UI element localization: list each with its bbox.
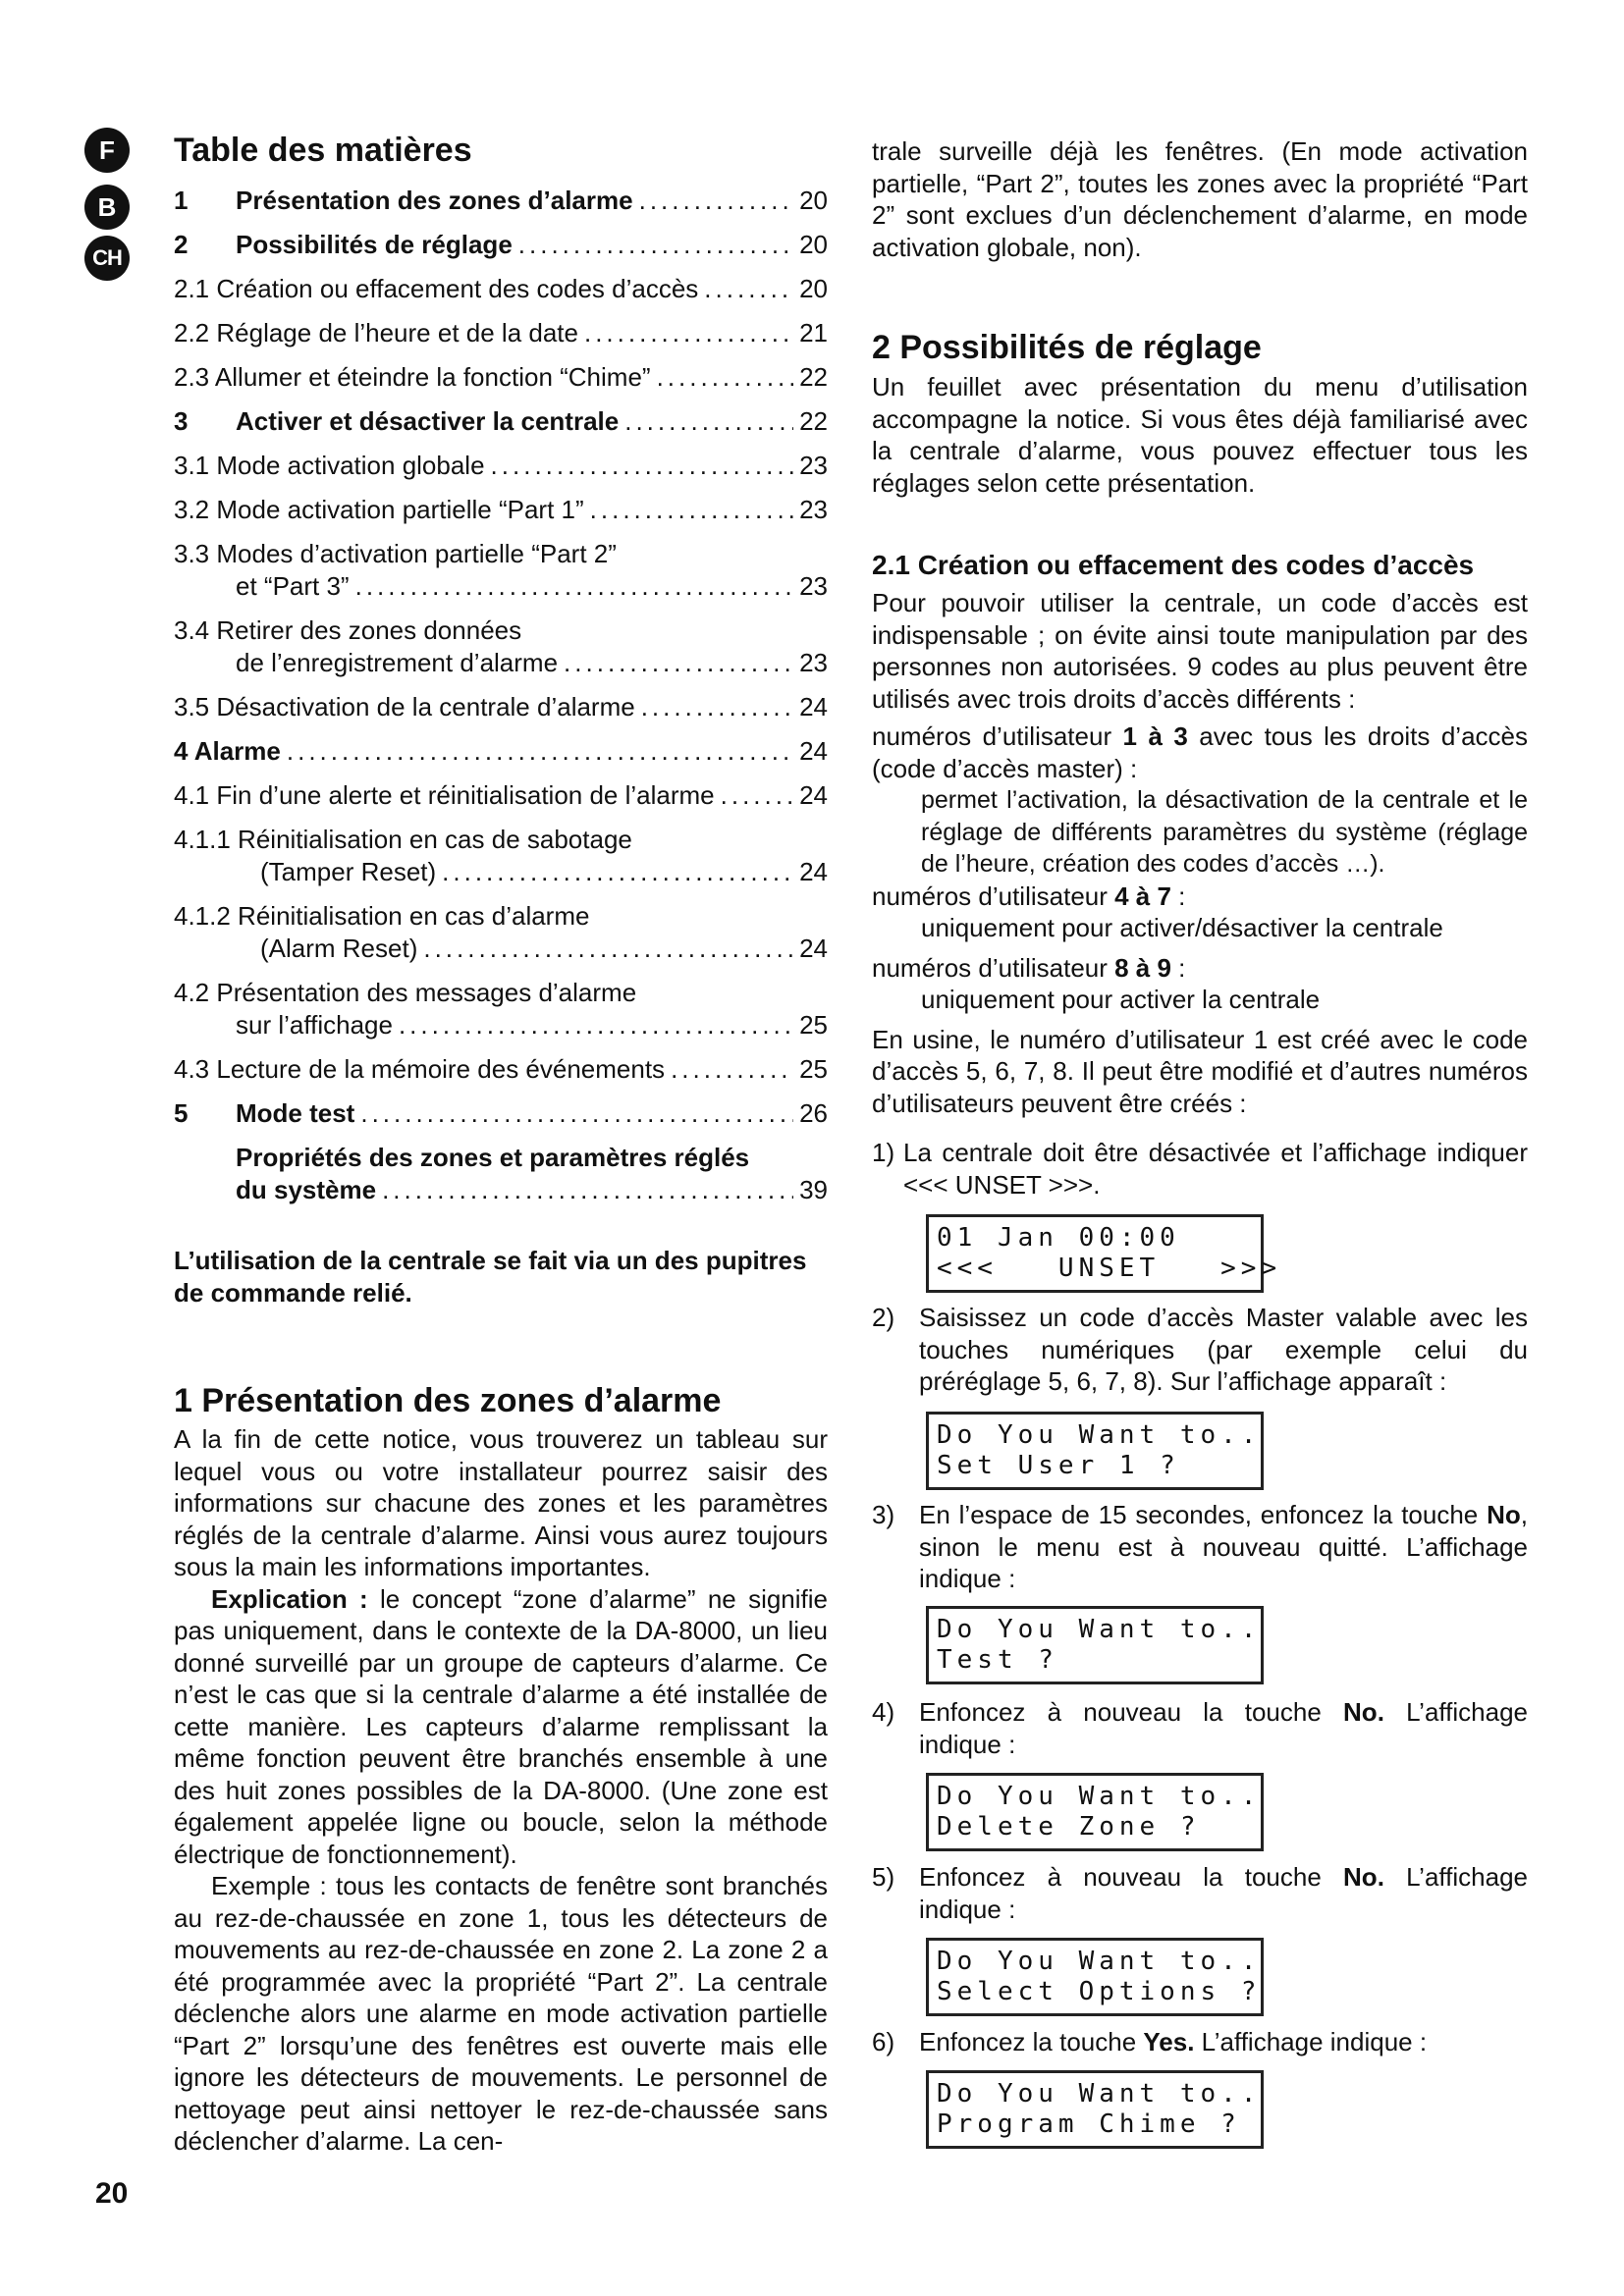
toc-entry [174,229,828,261]
toc-leader-dots [671,1053,793,1086]
step-number: 2) [872,1303,895,1332]
toc-label [236,1009,393,1041]
toc-entry [174,361,828,394]
step-key: No. [1343,1862,1384,1892]
user-group-2-suffix: : [1170,881,1186,911]
user-group-2-range: 4 à 7 [1114,881,1171,911]
user-group-3 [872,952,1528,985]
lcd-line-1: Do You Want to.. [937,1782,1262,1811]
step-6 [872,2026,1528,2058]
toc-line [174,229,828,261]
toc-label [174,273,698,305]
toc-entry [174,1097,828,1130]
toc-label [236,647,558,679]
toc-label-text: 3.1 Mode activation globale [174,451,485,480]
lcd-line-2: Select Options ? [937,1977,1262,2006]
toc-line [174,405,828,438]
toc-line [174,856,828,888]
toc-leader-dots [399,1009,793,1041]
toc-line [174,647,828,679]
toc-entry [174,494,828,526]
user-group-3-range: 8 à 9 [1114,952,1171,983]
toc-leader-dots [564,647,793,679]
toc-entry [174,273,828,305]
section-2-1-title: 2.1 Création ou effacement des codes d’accès [872,550,1475,580]
toc-label-text: sur l’affichage [236,1010,393,1040]
user-group-1-desc: permet l’activation, la désactivation de la centrale et le réglage de différents paramètres du système (réglage de l’heure, création des codes d’accès …). [921,786,1528,878]
toc-page-number: 23 [799,648,828,677]
toc-entry [174,824,828,888]
toc-number: 3 [174,406,189,436]
section-2-title: 2 Possibilités de réglage [872,329,1262,366]
step-number: 5) [872,1862,895,1892]
toc-page-number: 24 [799,857,828,886]
toc-entry-first-line: 3.4 Retirer des zones données [174,615,522,645]
user-group-2-desc: uniquement pour activer/désactiver la centrale [921,913,1443,942]
toc-label [236,1174,376,1206]
toc-entry [174,614,828,679]
toc-label [260,856,436,888]
step-number: 1) [872,1138,895,1167]
toc-leader-dots [704,273,793,305]
toc-label-text: 3.2 Mode activation partielle “Part 1” [174,495,584,524]
toc-label [174,405,619,438]
toc-label [174,494,584,526]
toc-page-number: 20 [799,230,828,259]
toc-page-number: 22 [799,362,828,392]
toc-label-text: (Tamper Reset) [260,857,437,886]
toc-label-text: 3.5 Désactivation de la centrale d’alarme [174,692,635,721]
section-2-1-factory-paragraph: En usine, le numéro d’utilisateur 1 est créé avec le code d’accès 5, 6, 7, 8. Il peut être modifié et d’autres numéros d’utilisateurs peuvent être créés : [872,1024,1528,1118]
step-text [919,1302,1528,1398]
toc-entry [174,450,828,482]
toc-leader-dots [721,779,793,812]
toc-label-text: du système [236,1175,377,1204]
lcd-display-4 [926,1773,1264,1851]
step-4 [872,1696,1528,1760]
toc-page-number: 23 [799,451,828,480]
table-of-contents [174,185,828,1218]
toc-leader-dots [624,405,793,438]
toc-leader-dots [641,691,793,723]
section-1-paragraph-2 [174,1583,828,1871]
lcd-line-2: Program Chime ? [937,2109,1241,2139]
step-text-pre: Saisissez un code d’accès Master valable avec les touches numériques (par exemple celui du préréglage 5, 6, 7, 8). Sur l’affichage apparaît : [919,1303,1528,1396]
step-text-pre: Enfoncez à nouveau la touche [919,1697,1344,1727]
step-text [903,1137,1528,1201]
toc-label-text: et “Part 3” [236,571,350,601]
lcd-display-2 [926,1412,1264,1490]
user-group-3-suffix: : [1170,952,1186,983]
toc-leader-dots [442,856,793,888]
toc-page-number: 22 [799,406,828,436]
section-1-title: 1 Présentation des zones d’alarme [174,1382,722,1419]
step-5 [872,1861,1528,1925]
toc-note: L’utilisation de la centrale se fait via un des pupitres de commande relié. [174,1246,807,1308]
section-1-paragraph-1: A la fin de cette notice, vous trouverez un tableau sur lequel vous ou votre installateur pourrez saisir des informations sur chacune des zones et les paramètres réglés de la centrale d’alarme. Ainsi vous aurez toujours sous la main les informations importantes. [174,1424,828,1581]
section-2-paragraph: Un feuillet avec présentation du menu d’utilisation accompagne la notice. Si vous êtes déjà familiarisé avec la centrale d’alarme, vous pouvez effectuer tous les réglages selon cette présentation. [872,372,1528,498]
toc-page-number: 24 [799,692,828,721]
lcd-line-2: Test ? [937,1645,1058,1675]
step-key: Yes. [1143,2027,1195,2056]
toc-line [174,779,828,812]
toc-line [174,735,828,768]
user-group-3-prefix: numéros d’utilisateur [872,952,1115,983]
step-key: No [1487,1500,1521,1529]
language-badge-ch: CH [84,236,130,281]
explication-label: Explication : [211,1583,368,1614]
step-text [919,2026,1528,2058]
toc-label-text: 2.3 Allumer et éteindre la fonction “Chime” [174,362,651,392]
toc-leader-dots [590,494,793,526]
user-group-2-prefix: numéros d’utilisateur [872,881,1115,911]
toc-line [174,450,828,482]
toc-entry-first-line: Propriétés des zones et paramètres réglés [236,1143,750,1172]
user-group-2 [872,881,1528,913]
toc-label [174,691,635,723]
toc-page-number: 23 [799,495,828,524]
toc-entry-first-line: 4.1.1 Réinitialisation en cas de sabotage [174,825,632,854]
step-number: 3) [872,1500,895,1529]
toc-leader-dots [360,1097,793,1130]
section-2-1-intro: Pour pouvoir utiliser la centrale, un code d’accès est indispensable ; on évite ainsi toute manipulation par des personnes non autorisées. 9 codes au plus peuvent être utilisés avec trois droits d’accès différents : [872,588,1528,714]
toc-entry [174,735,828,768]
toc-label-text: Présentation des zones d’alarme [236,186,633,215]
toc-entry-first-line: 4.1.2 Réinitialisation en cas d’alarme [174,901,590,931]
page-number: 20 [95,2177,129,2210]
toc-entry-first-line: 3.3 Modes d’activation partielle “Part 2” [174,539,617,568]
toc-page-number: 24 [799,934,828,963]
toc-line [174,317,828,349]
toc-label-text: (Alarm Reset) [260,934,418,963]
step-text [919,1861,1528,1925]
section-1-continuation: trale surveille déjà les fenêtres. (En mode activation partielle, “Part 2”, toutes les zones avec la propriété “Part 2” sont exclues d’un déclenchement d’alarme, en mode activation globale, non). [872,136,1528,262]
toc-page-number: 23 [799,571,828,601]
toc-page-number: 39 [799,1175,828,1204]
toc-leader-dots [355,570,793,603]
toc-line [174,933,828,965]
step-text-pre: La centrale doit être désactivée et l’affichage indiquer <<< UNSET >>>. [903,1138,1528,1200]
toc-line [174,1009,828,1041]
step-key: No. [1343,1697,1384,1727]
toc-title: Table des matières [174,132,472,169]
user-group-1 [872,721,1528,784]
language-badge-b: B [84,185,130,230]
lcd-line-2: Set User 1 ? [937,1451,1180,1480]
step-text-pre: Enfoncez à nouveau la touche [919,1862,1344,1892]
toc-entry [174,185,828,217]
lcd-display-3 [926,1606,1264,1684]
step-3 [872,1499,1528,1595]
toc-label [260,933,417,965]
toc-entry [174,1142,828,1206]
toc-leader-dots [382,1174,793,1206]
step-text-post: L’affichage indique : [919,1862,1528,1924]
toc-entry [174,691,828,723]
step-text-pre: En l’espace de 15 secondes, enfoncez la touche [919,1500,1488,1529]
lcd-line-1: Do You Want to.. [937,1420,1262,1450]
toc-entry-first-line: 4.2 Présentation des messages d’alarme [174,978,637,1007]
toc-leader-dots [657,361,794,394]
lcd-display-5 [926,1938,1264,2016]
toc-leader-dots [639,185,793,217]
step-number: 6) [872,2027,895,2056]
lcd-line-1: Do You Want to.. [937,2079,1262,2109]
user-group-1-suffix: avec tous les droits d’accès (code d’accès master) : [872,721,1528,783]
toc-label [174,735,281,768]
step-text-post: L’affichage indique : [1194,2027,1428,2056]
toc-label [174,1053,665,1086]
section-2-1-body [872,587,1528,1119]
toc-label [174,185,633,217]
toc-label-text: 4 Alarme [174,736,281,766]
toc-label [174,361,651,394]
toc-line [174,570,828,603]
step-text [919,1499,1528,1595]
toc-page-number: 21 [799,318,828,347]
step-text-post: , sinon le menu est à nouveau quitté. L’affichage indique : [919,1500,1528,1593]
section-1-paragraph-3: Exemple : tous les contacts de fenêtre sont branchés au rez-de-chaussée en zone 1, tous les détecteurs de mouvements au rez-de-chaussée en zone 2. La zone 2 a été programmée avec la propriété “Part 2”. La centrale déclenche alors une alarme en mode activation partielle “Part 2” lorsqu’une des fenêtres est ouverte mais elle ignore les détecteurs de mouvements. Le personnel de nettoyage peut ainsi nettoyer le rez-de-chaussée sans déclencher d’alarme. La cen- [174,1871,828,2156]
toc-entry [174,538,828,603]
lcd-display-1 [926,1214,1282,1293]
toc-label-text: 4.1 Fin d’une alerte et réinitialisation de l’alarme [174,780,715,810]
lcd-line-1: 01 Jan 00:00 [937,1223,1180,1253]
toc-line [174,273,828,305]
step-text [919,1696,1528,1760]
toc-line [174,1174,828,1206]
toc-label-text: Activer et désactiver la centrale [236,406,620,436]
toc-page-number: 26 [799,1098,828,1128]
toc-label [174,779,715,812]
user-group-1-range: 1 à 3 [1122,721,1188,751]
lcd-line-1: Do You Want to.. [937,1947,1262,1976]
toc-leader-dots [518,229,793,261]
toc-line [174,494,828,526]
toc-entry [174,977,828,1041]
toc-leader-dots [287,735,793,768]
user-group-3-desc: uniquement pour activer la centrale [921,985,1321,1014]
toc-label-text: de l’enregistrement d’alarme [236,648,559,677]
step-2 [872,1302,1528,1398]
toc-page-number: 20 [799,186,828,215]
toc-entry [174,779,828,812]
step-text-pre: Enfoncez la touche [919,2027,1144,2056]
toc-line [174,691,828,723]
toc-leader-dots [423,933,793,965]
user-group-1-prefix: numéros d’utilisateur [872,721,1123,751]
step-text-post: L’affichage indique : [919,1697,1528,1759]
toc-label-text: 4.3 Lecture de la mémoire des événements [174,1054,666,1084]
lcd-line-2: <<< UNSET >>> [937,1254,1282,1283]
step-number: 4) [872,1697,895,1727]
toc-label-text: Possibilités de réglage [236,230,513,259]
toc-line [174,185,828,217]
toc-entry [174,317,828,349]
toc-entry [174,1053,828,1086]
toc-page-number: 24 [799,780,828,810]
toc-label-text: 2.1 Création ou effacement des codes d’accès [174,274,699,303]
toc-leader-dots [491,450,794,482]
toc-number: 1 [174,186,189,215]
toc-page-number: 24 [799,736,828,766]
toc-page-number: 25 [799,1054,828,1084]
toc-leader-dots [584,317,793,349]
toc-entry [174,900,828,965]
toc-number: 2 [174,230,189,259]
lcd-line-2: Delete Zone ? [937,1812,1201,1842]
toc-line [174,361,828,394]
language-badge-f: F [84,128,130,173]
toc-label [174,450,485,482]
step-1 [872,1137,1528,1201]
toc-label-text: Mode test [236,1098,355,1128]
toc-label [236,570,350,603]
lcd-line-1: Do You Want to.. [937,1615,1262,1644]
section-1-body [174,1423,828,2158]
toc-number: 5 [174,1098,189,1128]
toc-label [174,1097,354,1130]
lcd-display-6 [926,2070,1264,2149]
explication-text: le concept “zone d’alarme” ne signifie pas uniquement, dans le contexte de la DA-8000, un lieu donné surveillé par un groupe de capteurs d’alarme. Ce n’est le cas que si la centrale d’alarme a été installée de cette manière. Les capteurs d’alarme remplissant la même fonction peuvent être branchés ensemble à une des huit zones possibles de la DA-8000. (Une zone est également appelée ligne ou boucle, selon la méthode électrique de fonctionnement). [174,1583,828,1869]
toc-line [174,1053,828,1086]
toc-label [174,317,578,349]
toc-entry [174,405,828,438]
toc-page-number: 25 [799,1010,828,1040]
toc-line [174,1097,828,1130]
toc-label [174,229,513,261]
toc-page-number: 20 [799,274,828,303]
toc-label-text: 2.2 Réglage de l’heure et de la date [174,318,578,347]
